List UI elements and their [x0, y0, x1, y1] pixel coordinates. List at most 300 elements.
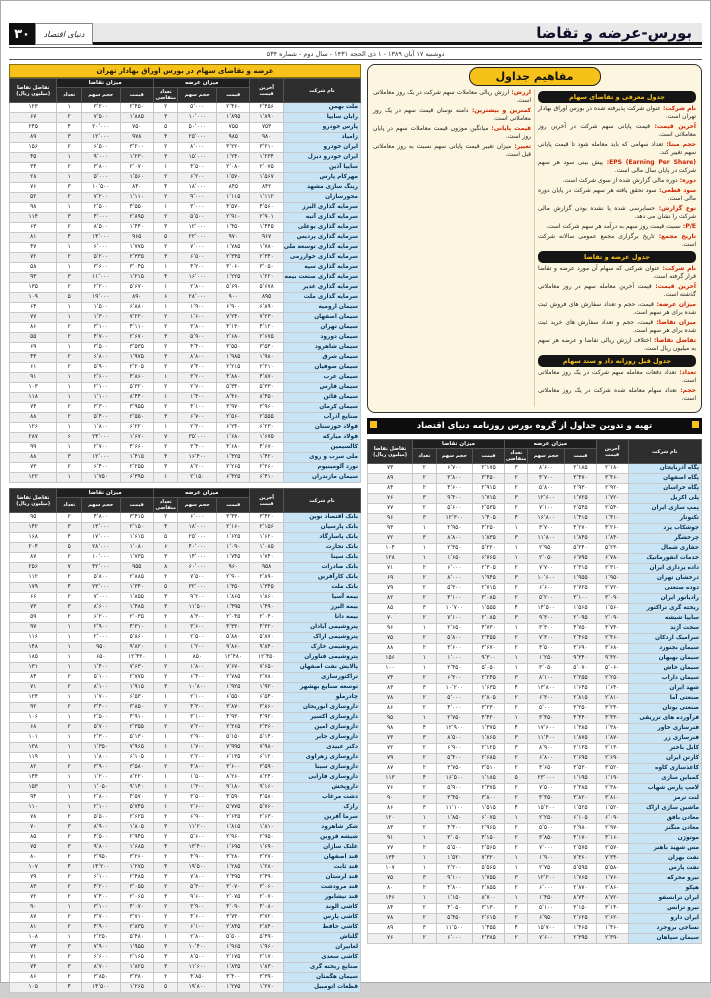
- value-cell: ۱: [153, 773, 178, 783]
- value-cell: ۱٬۱۹۵: [565, 774, 597, 784]
- table-row: [368, 474, 702, 484]
- col-supply-price: قیمت: [217, 88, 250, 103]
- value-cell: ۱٬۲۰۰: [81, 773, 120, 783]
- value-cell: ۳: [153, 413, 178, 423]
- value-cell: ۷۸: [10, 813, 57, 823]
- value-cell: ۱۱۳: [368, 774, 413, 784]
- value-cell: ۱۳۸: [10, 743, 57, 753]
- value-cell: ۲۳٬۰۰۰: [528, 774, 565, 784]
- company-name-cell: داروسازی فارابی: [283, 773, 360, 783]
- company-name-cell: تکنوتار: [628, 514, 701, 524]
- table-row: [368, 914, 702, 924]
- value-cell: ۱۲٬۴۲۰: [120, 653, 153, 663]
- company-name-cell: شهد ایران: [628, 684, 701, 694]
- value-cell: ۸۹۰: [120, 293, 153, 303]
- value-cell: ۱: [57, 643, 82, 653]
- value-cell: ۱۷۹: [10, 583, 57, 593]
- value-cell: ۵٬۸۶۰: [120, 633, 153, 643]
- table-row: [10, 753, 361, 763]
- value-cell: ۲٬۱۶۰: [217, 523, 250, 533]
- value-cell: ۱۵٬۲۰۰: [528, 804, 565, 814]
- value-cell: ۹۶: [368, 624, 413, 634]
- value-cell: ۶٬۰۰۰: [528, 884, 565, 894]
- concept-section-title: جدول معرفی و تقاضای سهام: [538, 91, 696, 103]
- value-cell: ۲٬۲۶۵: [217, 463, 250, 473]
- table-row: [368, 594, 702, 604]
- table-row: [10, 623, 361, 633]
- value-cell: ۱: [504, 814, 527, 824]
- value-cell: ۴٬۳۰۰: [178, 703, 217, 713]
- company-name-cell: نساجی بروجرد: [628, 924, 701, 934]
- value-cell: ۱: [413, 664, 436, 674]
- value-cell: ۴٬۱۶۰: [596, 834, 628, 844]
- value-cell: ۴٬۶۶۰: [120, 443, 153, 453]
- value-cell: ۱٬۶۰۰: [178, 313, 217, 323]
- table-row: [10, 323, 361, 333]
- value-cell: ۲٬۱۳۵: [565, 744, 597, 754]
- value-cell: ۱۴٬۰۰۰: [178, 553, 217, 563]
- company-name-cell: بانک سینا: [283, 553, 360, 563]
- value-cell: ۹۶۰: [217, 563, 250, 573]
- value-cell: ۸۴۵: [217, 183, 250, 193]
- value-cell: ۶٬۲۳۰: [250, 423, 283, 433]
- col-last-price: آخرین قیمت: [596, 440, 628, 464]
- value-cell: ۲٬۵۴۵: [565, 504, 597, 514]
- value-cell: ۹٬۶۰۰: [178, 893, 217, 903]
- value-cell: ۲: [57, 923, 82, 933]
- value-cell: ۱۴۸: [10, 643, 57, 653]
- company-name-cell: پگاه آذربایجان: [628, 464, 701, 474]
- table-row: [368, 734, 702, 744]
- value-cell: ۳٬۸۱۰: [596, 794, 628, 804]
- value-cell: ۴۰٬۰۰۰: [178, 543, 217, 553]
- value-cell: ۲: [57, 703, 82, 713]
- value-cell: ۸٬۱۰۰: [81, 683, 120, 693]
- value-cell: ۶٬۴۰۰: [81, 463, 120, 473]
- value-cell: ۳٬۵۸۰: [120, 763, 153, 773]
- table-row: [10, 413, 361, 423]
- value-cell: ۳٬۹۵۵: [120, 403, 153, 413]
- value-cell: ۲٬۰۳۵: [120, 613, 153, 623]
- value-cell: ۶۸: [10, 723, 57, 733]
- company-name-cell: کاشی الوند: [283, 903, 360, 913]
- value-cell: ۴: [153, 273, 178, 283]
- value-cell: ۲: [413, 794, 436, 804]
- table-row: [10, 813, 361, 823]
- value-cell: ۲: [57, 113, 82, 123]
- col-demand-group: میزان تقاضا: [413, 440, 505, 449]
- value-cell: ۵۲: [10, 193, 57, 203]
- value-cell: ۳: [413, 804, 436, 814]
- value-cell: ۲٬۱۸۵: [565, 464, 597, 474]
- company-name-cell: نیرو محرکه: [628, 874, 701, 884]
- value-cell: ۱۹٬۰۰۰: [81, 293, 120, 303]
- table-row: [10, 103, 361, 113]
- value-cell: ۳٬۶۹۰: [565, 644, 597, 654]
- table-row: [10, 473, 361, 483]
- value-cell: ۵: [504, 774, 527, 784]
- value-cell: ۱: [57, 743, 82, 753]
- col-demand-count: تعداد: [413, 449, 436, 464]
- company-name-cell: قند نیشابور: [283, 893, 360, 903]
- value-cell: ۱: [153, 933, 178, 943]
- table-row: [10, 903, 361, 913]
- value-cell: ۹٬۳۰۰: [473, 654, 505, 664]
- company-name-cell: نورد آلومینیوم: [283, 463, 360, 473]
- concept-definition: نوع گزارش: حسابرسی شده یا نشده بودن گزارش مالی شرکت را نشان می دهد.: [538, 205, 697, 220]
- value-cell: ۸٬۷۰۰: [473, 894, 505, 904]
- value-cell: ۱: [57, 243, 82, 253]
- value-cell: ۱٬۳۸۰: [596, 724, 628, 734]
- value-cell: ۱۴۴: [10, 773, 57, 783]
- value-cell: ۷۶: [368, 494, 413, 504]
- value-cell: ۱٬۷۰۰: [178, 743, 217, 753]
- value-cell: ۱٬۸۷۵: [565, 734, 597, 744]
- table-row: [10, 153, 361, 163]
- newspaper-logo: دنیای اقتصاد: [35, 23, 93, 45]
- value-cell: ۴٬۵۰۰: [81, 833, 120, 843]
- value-cell: ۲: [413, 474, 436, 484]
- value-cell: ۲: [504, 484, 527, 494]
- value-cell: ۳٬۵۰۰: [81, 343, 120, 353]
- value-cell: ۱٬۰۹۰: [217, 543, 250, 553]
- value-cell: ۲٬۰۷۰: [120, 163, 153, 173]
- value-cell: ۲: [413, 644, 436, 654]
- value-cell: ۱: [504, 864, 527, 874]
- table-row: [10, 593, 361, 603]
- value-cell: ۳٬۲۳۰: [473, 704, 505, 714]
- value-cell: ۳: [153, 963, 178, 973]
- table-row: [10, 253, 361, 263]
- value-cell: ۱: [153, 753, 178, 763]
- value-cell: ۱٬۴۲۰: [250, 453, 283, 463]
- value-cell: ۶٬۳۹۵: [120, 473, 153, 483]
- value-cell: ۸۴: [10, 673, 57, 683]
- value-cell: ۴٬۰۵۰: [436, 904, 473, 914]
- company-name-cell: پمپ سازی ایران: [628, 504, 701, 514]
- value-cell: ۹۳: [10, 273, 57, 283]
- value-cell: ۳٬۸۶۰: [250, 703, 283, 713]
- concept-definition: میزان عرضه: قیمت، حجم و تعداد سفارش های فروش ثبت شده برای هر سهم است.: [538, 301, 696, 316]
- value-cell: ۸۹: [368, 924, 413, 934]
- value-cell: ۶٬۸۹۰: [250, 303, 283, 313]
- value-cell: ۵٬۱۴۰: [250, 733, 283, 743]
- value-cell: ۲٬۹۴۵: [120, 833, 153, 843]
- value-cell: ۶٬۷۰۰: [178, 413, 217, 423]
- table-row: [10, 453, 361, 463]
- concept-definition: آخرین قیمت: قیمت پایانی سهم شرکت در آخرین روز معاملاتی است.: [538, 123, 696, 138]
- value-cell: ۹۰: [368, 794, 413, 804]
- value-cell: ۳٬۶۸۰: [596, 644, 628, 654]
- value-cell: ۱۰٬۰۰۰: [81, 553, 120, 563]
- col-supply-volume: حجم سهم: [178, 88, 217, 103]
- company-name-cell: دوده صنعتی: [628, 584, 701, 594]
- value-cell: ۲٬۸۴۵: [217, 923, 250, 933]
- value-cell: ۴٬۸۰۰: [436, 884, 473, 894]
- value-cell: ۲۳٬۰۰۰: [81, 583, 120, 593]
- value-cell: ۲٬۹۱۰: [217, 213, 250, 223]
- value-cell: ۲٬۴۵۵: [473, 634, 505, 644]
- value-cell: ۲: [57, 143, 82, 153]
- value-cell: ۲٬۷۲۰: [596, 584, 628, 594]
- value-cell: ۸۹: [368, 474, 413, 484]
- value-cell: ۲٬۸۴۰: [250, 923, 283, 933]
- table-row: [368, 704, 702, 714]
- col-last-price: آخرین قیمت: [250, 489, 283, 513]
- value-cell: ۳٬۸۷۰: [217, 703, 250, 713]
- table-row: [10, 543, 361, 553]
- value-cell: ۱۹٬۵۰۰: [178, 863, 217, 873]
- value-cell: ۳: [57, 523, 82, 533]
- value-cell: ۸۵: [368, 604, 413, 614]
- value-cell: ۱: [504, 664, 527, 674]
- value-cell: ۳۲٬۰۰۰: [178, 583, 217, 593]
- company-name-cell: ملی سرب و روی: [283, 453, 360, 463]
- value-cell: ۲٬۰۹۰: [596, 614, 628, 624]
- value-cell: ۷٬۶۰۰: [528, 934, 565, 944]
- value-cell: ۶٬۰۰۰: [178, 513, 217, 523]
- value-cell: ۷٬۱۰۰: [436, 614, 473, 624]
- value-cell: ۲: [57, 413, 82, 423]
- value-cell: ۴٬۶۵۰: [528, 764, 565, 774]
- value-cell: ۱۳٬۰۰۰: [81, 523, 120, 533]
- value-cell: ۲٬۰۶۵: [120, 893, 153, 903]
- value-cell: ۸۶: [10, 323, 57, 333]
- value-cell: ۳: [153, 223, 178, 233]
- table-row: [10, 803, 361, 813]
- table-row: [10, 463, 361, 473]
- company-name-cell: سیمان خاش: [628, 664, 701, 674]
- value-cell: ۷۶: [10, 183, 57, 193]
- value-cell: ۱۲٬۳۰۰: [436, 514, 473, 524]
- value-cell: ۲٬۳۰۵: [473, 564, 505, 574]
- value-cell: ۲۵۶: [10, 563, 57, 573]
- value-cell: ۲: [504, 634, 527, 644]
- value-cell: ۱: [57, 423, 82, 433]
- value-cell: ۶۰٬۰۰۰: [178, 563, 217, 573]
- table-row: [10, 193, 361, 203]
- value-cell: ۱٬۶۸۵: [120, 843, 153, 853]
- value-cell: ۱٬۱۱۵: [217, 193, 250, 203]
- col-supply-applicants: تعداد متقاضی: [153, 498, 178, 513]
- table-row: [10, 863, 361, 873]
- value-cell: ۶٬۰۰۰: [436, 564, 473, 574]
- value-cell: ۸۰: [10, 853, 57, 863]
- value-cell: ۹۷۰: [217, 233, 250, 243]
- value-cell: ۴٬۹۰۰: [81, 923, 120, 933]
- value-cell: ۲: [413, 574, 436, 584]
- company-name-cell: سرامیک اردکان: [628, 634, 701, 644]
- table-row: [10, 673, 361, 683]
- company-name-cell: پتروشیمی آبادان: [283, 623, 360, 633]
- table-row: [10, 913, 361, 923]
- company-name-cell: بیمه البرز: [283, 603, 360, 613]
- value-cell: ۲٬۳۵۰: [436, 544, 473, 554]
- value-cell: ۴٬۴۴۰: [565, 714, 597, 724]
- col-demand-volume: حجم سهم: [81, 88, 120, 103]
- value-cell: ۷٬۵۰۰: [81, 113, 120, 123]
- concept-definition: کمترین و بیشترین: دامنه نوسان قیمت سهم در یک روز معاملاتی است.: [373, 107, 531, 122]
- company-name-cell: سرما آفرین: [283, 813, 360, 823]
- company-name-cell: بانک تجارت: [283, 543, 360, 553]
- value-cell: ۱: [57, 263, 82, 273]
- value-cell: ۳٬۰۶۰: [250, 883, 283, 893]
- company-name-cell: سرمایه گذاری پردیس: [283, 233, 360, 243]
- table-row: [10, 963, 361, 973]
- company-name-cell: بانک کارآفرین: [283, 573, 360, 583]
- value-cell: ۲: [504, 934, 527, 944]
- value-cell: ۱۵٬۷۰۰: [528, 924, 565, 934]
- value-cell: ۵٬۱۳۰: [120, 733, 153, 743]
- value-cell: ۶: [57, 433, 82, 443]
- value-cell: ۱: [504, 714, 527, 724]
- value-cell: ۲: [57, 323, 82, 333]
- value-cell: ۳٬۵۹۰: [250, 763, 283, 773]
- company-name-cell: بانک صادرات: [283, 563, 360, 573]
- value-cell: ۲٬۹۷۰: [596, 824, 628, 834]
- value-cell: ۱٬۶۵۰: [436, 554, 473, 564]
- table-row: [10, 263, 361, 273]
- table-row: [368, 854, 702, 864]
- value-cell: ۶٬۲۴۰: [217, 423, 250, 433]
- company-name-cell: سایپا شیشه: [628, 614, 701, 624]
- value-cell: ۱٬۷۴۰: [250, 553, 283, 563]
- value-cell: ۱٬۴۶۵: [565, 924, 597, 934]
- company-name-cell: هپکو: [628, 884, 701, 894]
- concepts-definitions: [373, 89, 696, 407]
- value-cell: ۵٬۶۰۰: [178, 833, 217, 843]
- company-name-cell: فنرسازی زر: [628, 734, 701, 744]
- value-cell: ۳٬۰۵۵: [120, 883, 153, 893]
- value-cell: ۲٬۱۸۰: [596, 464, 628, 474]
- company-name-cell: داروسازی اکسیر: [283, 713, 360, 723]
- concept-term: میزان تقاضا:: [653, 319, 696, 326]
- value-cell: ۱۶٬۸۰۰: [528, 514, 565, 524]
- company-name-cell: سیمان بجنورد: [628, 644, 701, 654]
- value-cell: ۷٬۴۰۰: [178, 363, 217, 373]
- value-cell: ۱۲٬۰۰۰: [81, 133, 120, 143]
- table-row: [368, 884, 702, 894]
- value-cell: ۲: [153, 723, 178, 733]
- value-cell: ۴۵: [10, 153, 57, 163]
- value-cell: ۱۰۵: [10, 983, 57, 993]
- value-cell: ۷٬۲۰۰: [81, 193, 120, 203]
- value-cell: ۲٬۳۸۰: [596, 784, 628, 794]
- value-cell: ۲٬۳۶۰: [250, 723, 283, 733]
- value-cell: ۷٬۱۰۰: [528, 504, 565, 514]
- value-cell: ۴: [504, 684, 527, 694]
- col-supply-price: قیمت: [217, 498, 250, 513]
- table-row: [10, 773, 361, 783]
- value-cell: ۲: [57, 283, 82, 293]
- value-cell: ۱٬۴۱۵: [120, 453, 153, 463]
- value-cell: ۴٬۷۰۰: [528, 474, 565, 484]
- company-name-cell: سرمایه گذاری بوعلی: [283, 223, 360, 233]
- value-cell: ۱٬۴۵۵: [473, 924, 505, 934]
- value-cell: ۸۲: [368, 594, 413, 604]
- value-cell: ۵٬۸۰۰: [436, 634, 473, 644]
- concept-definition: تفاضل تقاضا: اختلاف ارزش ریالی تقاضا و عرضه هر سهم به میلیون ریال است.: [538, 337, 696, 352]
- value-cell: ۱٬۷۵۵: [473, 874, 505, 884]
- value-cell: ۶٬۳۰۰: [436, 674, 473, 684]
- value-cell: ۹٬۰۰۰: [81, 153, 120, 163]
- value-cell: ۵٬۸۰۰: [81, 573, 120, 583]
- value-cell: ۹۱: [368, 834, 413, 844]
- table-row: [368, 574, 702, 584]
- value-cell: ۱: [153, 713, 178, 723]
- table-row: [368, 764, 702, 774]
- value-cell: ۲٬۰۹۵: [565, 614, 597, 624]
- value-cell: ۸٬۴۵۰: [250, 393, 283, 403]
- value-cell: ۴: [504, 514, 527, 524]
- value-cell: ۴٬۰۸۰: [250, 903, 283, 913]
- value-cell: ۱٬۸۹۵: [217, 113, 250, 123]
- value-cell: ۶٬۱۰۰: [178, 923, 217, 933]
- value-cell: ۱۲٬۰۰۰: [178, 223, 217, 233]
- concept-definition: سود قطعی: سود تحقق یافته هر سهم شرکت در پایان دوره مالی است.: [538, 187, 696, 202]
- value-cell: ۴٬۴۲۰: [473, 714, 505, 724]
- value-cell: ۲: [57, 253, 82, 263]
- company-name-cell: ایران خودرو دیزل: [283, 153, 360, 163]
- value-cell: ۴٬۱۷۰: [565, 834, 597, 844]
- value-cell: ۶٬۷۰۰: [436, 464, 473, 474]
- table-row: [368, 714, 702, 724]
- value-cell: ۲: [153, 513, 178, 523]
- value-cell: ۳٬۴۳۰: [217, 513, 250, 523]
- value-cell: ۵٬۰۶۰: [596, 664, 628, 674]
- value-cell: ۷۱: [10, 683, 57, 693]
- value-cell: ۷۶: [368, 934, 413, 944]
- value-cell: ۵٬۳۲۰: [120, 383, 153, 393]
- value-cell: ۴٬۳۳۰: [217, 623, 250, 633]
- value-cell: ۳٬۲۰۰: [178, 373, 217, 383]
- company-name-cell: بانک پاسارگاد: [283, 533, 360, 543]
- value-cell: ۲: [413, 564, 436, 574]
- company-name-cell: نفت بهران: [628, 854, 701, 864]
- value-cell: ۲٬۵۵۰: [120, 413, 153, 423]
- value-cell: ۴: [153, 523, 178, 533]
- value-cell: ۱: [153, 783, 178, 793]
- value-cell: ۸۶: [368, 804, 413, 814]
- company-name-cell: پگاه اصفهان: [628, 474, 701, 484]
- value-cell: ۸٬۱۰۰: [528, 674, 565, 684]
- company-name-cell: چادرملو: [283, 693, 360, 703]
- table-row: [10, 633, 361, 643]
- table-row: [10, 873, 361, 883]
- value-cell: ۲: [57, 883, 82, 893]
- concept-term: تفاضل تقاضا:: [651, 337, 696, 344]
- value-cell: ۲٬۳۶۵: [217, 723, 250, 733]
- concept-term: حجم:: [676, 387, 697, 394]
- company-name-cell: سرمایه گذاری خوارزمی: [283, 253, 360, 263]
- value-cell: ۱٬۲۱۵: [120, 273, 153, 283]
- value-cell: ۲: [57, 873, 82, 883]
- value-cell: ۲: [153, 793, 178, 803]
- value-cell: ۹۶۵: [120, 233, 153, 243]
- value-cell: ۲: [57, 973, 82, 983]
- company-name-cell: درخشان تهران: [628, 574, 701, 584]
- table-row: [368, 834, 702, 844]
- value-cell: ۲٬۶۷۰: [120, 333, 153, 343]
- value-cell: ۳٬۵۳۵: [120, 343, 153, 353]
- value-cell: ۳٬۲۵۰: [565, 704, 597, 714]
- value-cell: ۳: [153, 153, 178, 163]
- value-cell: ۳٬۰۸۵: [473, 594, 505, 604]
- concept-definition: ارزش: ارزش ریالی معاملات سهم شرکت در یک روز معاملاتی است.: [373, 89, 531, 104]
- value-cell: ۳: [413, 494, 436, 504]
- value-cell: ۵: [153, 983, 178, 993]
- value-cell: ۲٬۵۰۰: [81, 713, 120, 723]
